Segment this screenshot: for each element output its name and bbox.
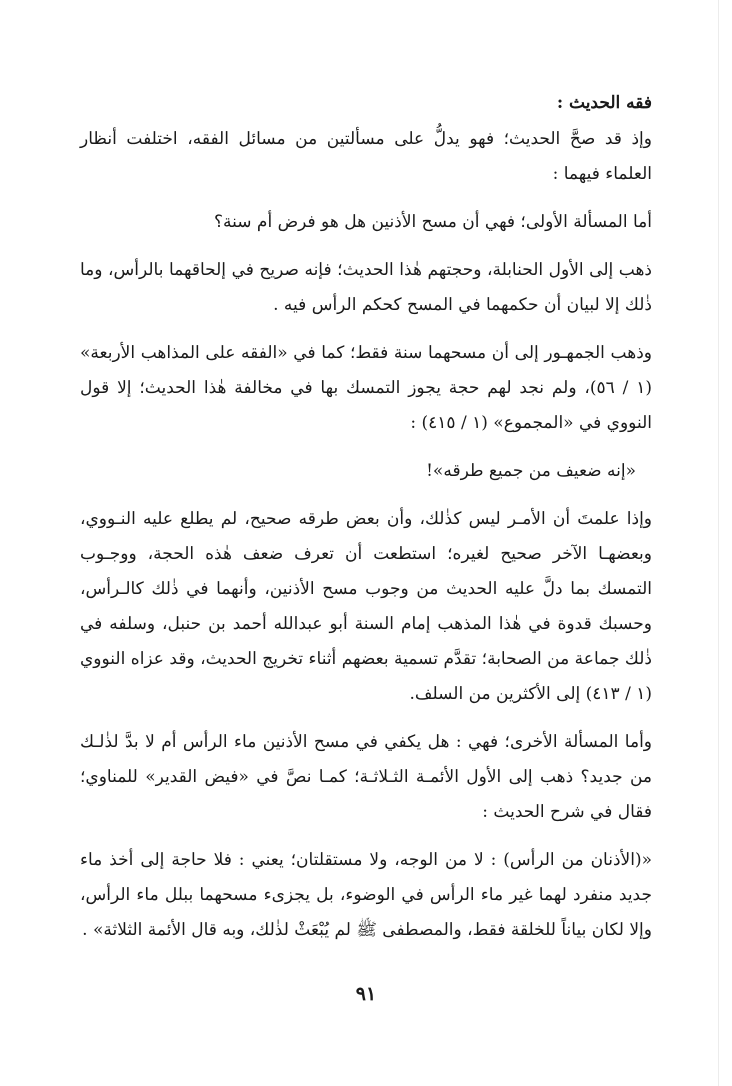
quote-faydh-al-qadir: «(الأذنان من الرأس) : لا من الوجه، ولا مستقلتان؛ يعني : فلا حاجة إلى أخذ ماء جديد منفرد لهما غير ماء الرأس في الوضوء، بل يجزىء مسحهما ببلل ماء الرأس، وإلا لكان بياناً للخلقة فقط، والمصطفى ﷺ لم يُبْعَثْ لذٰلك، وبه قال الأئمة الثلاثة» . — [80, 850, 652, 940]
quote-nawawi: «إنه ضعيف من جميع طرقه»! — [426, 461, 636, 481]
section-heading: فقه الحديث : — [556, 93, 652, 113]
paragraph-intro: وإذ قد صحَّ الحديث؛ فهو يدلُّ على مسألتين من مسائل الفقه، اختلفت أنظار العلماء فيهما : — [80, 129, 652, 184]
paragraph-first-issue: أما المسألة الأولى؛ فهي أن مسح الأذنين هل هو فرض أم سنة؟ — [214, 212, 652, 232]
paragraph-majority-view: وذهب الجمهـور إلى أن مسحهما سنة فقط؛ كما في «الفقه على المذاهب الأربعة» (١ / ٥٦)، ولم نجد لهم حجة يجوز التمسك بها في مخالفة هٰذا الحديث؛ إلا قول النووي في «المجموع» (١ / ٤١٥) : — [80, 343, 652, 433]
paragraph-hanbali-view: ذهب إلى الأول الحنابلة، وحجتهم هٰذا الحديث؛ فإنه صريح في إلحاقهما بالرأس، وما ذٰلك إلا لبيان أن حكمهما في المسح كحكم الرأس فيه . — [80, 260, 652, 315]
page-body — [80, 86, 652, 961]
paragraph-second-issue: وأما المسألة الأخرى؛ فهي : هل يكفي في مسح الأذنين ماء الرأس أم لا بدَّ لذٰلـك من جديد؟ ذهب إلى الأول الأئمـة الثـلاثـة؛ كمـا نصَّ في «فيض القدير» للمناوي؛ فقال في شرح الحديث : — [80, 732, 652, 822]
paragraph-refutation: وإذا علمتَ أن الأمـر ليس كذٰلك، وأن بعض طرقه صحيح، لم يطلع عليه النـووي، وبعضهـا الآخر صحيح لغيره؛ استطعت أن تعرف ضعف هٰذه الحجة، ووجـوب التمسك بما دلَّ عليه الحديث من وجوب مسح الأذنين، وأنهما في ذٰلك كالـرأس، وحسبك قدوة في هٰذا المذهب إمام السنة أبو عبدالله أحمد بن حنبل، وسلفه في ذٰلك جماعة من الصحابة؛ تقدَّم تسمية بعضهم أثناء تخريج الحديث، وقد عزاه النووي (١ / ٤١٣) إلى الأكثرين من السلف. — [80, 509, 652, 704]
page-edge-line — [718, 0, 719, 1086]
page-number: ٩١ — [355, 983, 377, 1005]
